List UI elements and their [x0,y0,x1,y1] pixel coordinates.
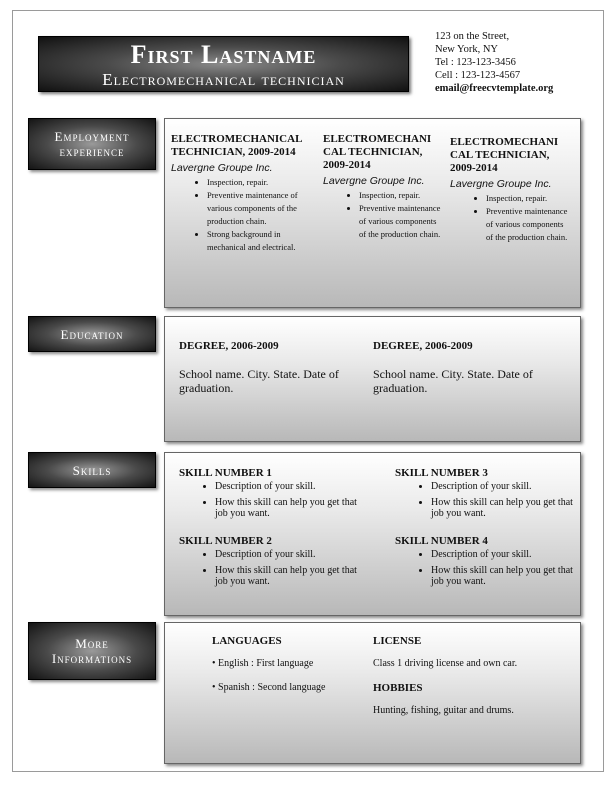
company-name: Lavergne Groupe Inc. [171,162,273,174]
hobbies-text: Hunting, fishing, guitar and drums. [373,705,514,716]
job-bullet: • Preventive maintenance of various components of the production chain. [486,205,568,244]
skill-entry [179,467,369,524]
skill-name: SKILL NUMBER 1 [179,467,272,479]
job-bullet: • Inspection, repair. [207,176,311,189]
job-title-line: CAL TECHNICIAN, [323,146,423,158]
contact-email: email@freecvtemplate.org [435,83,554,94]
employment-label-line2: experience [59,144,125,159]
name-banner [38,36,409,92]
language-item: • Spanish : Second language [212,682,326,693]
education-entry [373,340,553,395]
job-bullet: • Inspection, repair. [359,189,441,202]
more-info-label [28,622,156,680]
skills-label [28,452,156,488]
job-title-line: ELECTROMECHANI [323,133,432,145]
contact-street: 123 on the Street, [435,31,510,42]
skill-bullet: • How this skill can help you get that job you want. [215,565,369,587]
skill-bullet: • How this skill can help you get that job you want. [431,565,575,587]
contact-block [435,30,553,95]
job-title-line: ELECTROMECHANI [450,136,559,148]
job-entry [450,136,568,244]
contact-cell: Cell : 123-123-4567 [435,70,521,81]
more-label-line2: Informations [51,651,133,666]
skill-bullet: • Description of your skill. [431,481,575,492]
skill-name: SKILL NUMBER 2 [179,535,272,547]
contact-tel: Tel : 123-123-3456 [435,57,516,68]
contact-city: New York, NY [435,44,499,55]
skill-name: SKILL NUMBER 3 [395,467,488,479]
skill-entry [395,535,575,592]
job-title-line: TECHNICIAN, 2009-2014 [171,146,296,158]
education-label-text: Education [60,326,124,342]
job-title: Electromechanical technician [102,70,345,89]
job-bullet: • Preventive maintenance of various components of the production chain. [207,189,311,228]
job-bullet: • Inspection, repair. [486,192,568,205]
company-name: Lavergne Groupe Inc. [323,175,425,187]
skill-entry [395,467,575,524]
languages-block [212,635,362,693]
hobbies-heading: HOBBIES [373,682,423,694]
skill-bullet: • Description of your skill. [431,549,575,560]
degree-title: DEGREE, 2006-2009 [179,340,279,352]
job-title-line: 2009-2014 [450,162,498,174]
more-label-line1: More [75,636,109,651]
skill-bullet: • Description of your skill. [215,549,369,560]
skill-bullet: • How this skill can help you get that job you want. [215,497,369,519]
education-entry [179,340,359,395]
skill-bullet: • Description of your skill. [215,481,369,492]
employment-label [28,118,156,170]
skill-bullet: • How this skill can help you get that job you want. [431,497,575,519]
job-bullet: • Strong background in mechanical and electrical. [207,228,311,254]
job-title-line: ELECTROMECHANICAL [171,133,303,145]
skills-box [164,452,581,616]
license-hobbies-block [373,635,573,716]
more-info-box [164,622,581,764]
employment-label-line1: Employment [54,129,130,144]
skill-entry [179,535,369,592]
employment-box [164,118,581,308]
languages-heading: LANGUAGES [212,635,282,647]
language-item: • English : First language [212,658,314,669]
license-heading: LICENSE [373,635,422,647]
job-entry [171,133,311,254]
company-name: Lavergne Groupe Inc. [450,178,552,190]
job-title-line: CAL TECHNICIAN, [450,149,550,161]
education-label [28,316,156,352]
school-info: School name. City. State. Date of graduation. [373,367,533,395]
skills-label-text: Skills [72,462,112,478]
school-info: School name. City. State. Date of graduation. [179,367,339,395]
license-text: Class 1 driving license and own car. [373,658,518,669]
job-title-line: 2009-2014 [323,159,371,171]
job-entry [323,133,441,241]
skill-name: SKILL NUMBER 4 [395,535,488,547]
full-name: First Lastname [130,40,317,69]
degree-title: DEGREE, 2006-2009 [373,340,473,352]
job-bullet: • Preventive maintenance of various components of the production chain. [359,202,441,241]
education-box [164,316,581,442]
